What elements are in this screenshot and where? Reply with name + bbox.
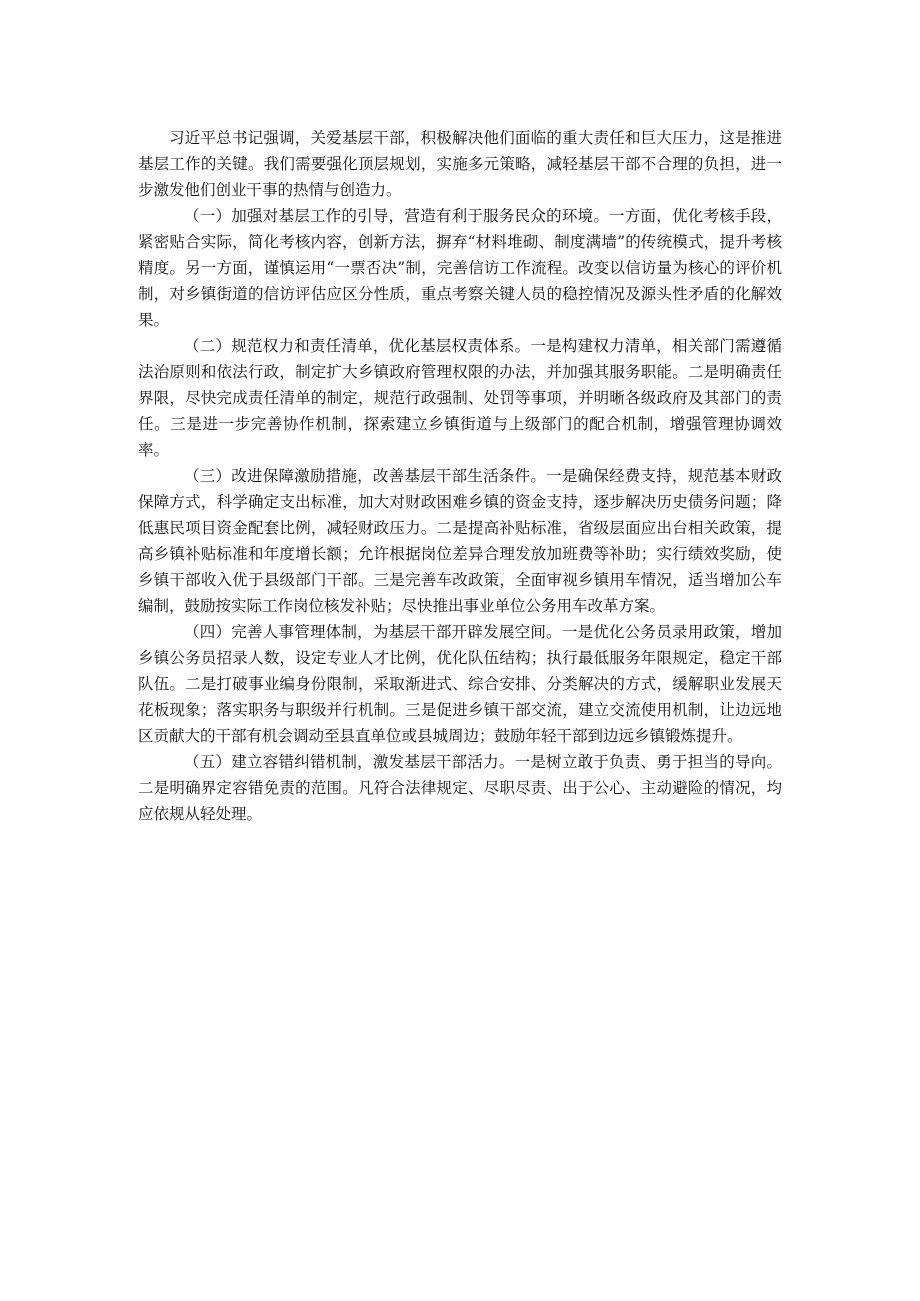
document-body — [138, 125, 782, 827]
section-5-paragraph: （五）建立容错纠错机制，激发基层干部活力。一是树立敢于负责、勇于担当的导向。二是明确界定容错免责的范围。凡符合法律规定、尽职尽责、出于公心、主动避险的情况，均应依规从轻处理。 — [138, 753, 782, 823]
section-3-paragraph: （三）改进保障激励措施，改善基层干部生活条件。一是确保经费支持，规范基本财政保障方式，科学确定支出标准，加大对财政困难乡镇的资金支持，逐步解决历史债务问题；降低惠民项目资金配套比例，减轻财政压力。二是提高补贴标准，省级层面应出台相关政策，提高乡镇补贴标准和年度增长额；允许根据岗位差异合理发放加班费等补助；实行绩效奖励，使乡镇干部收入优于县级部门干部。三是完善车改政策，全面审视乡镇用车情况，适当增加公车编制，鼓励按实际工作岗位核发补贴；尽快推出事业单位公务用车改革方案。 — [138, 467, 782, 615]
section-4-paragraph: （四）完善人事管理体制，为基层干部开辟发展空间。一是优化公务员录用政策，增加乡镇公务员招录人数，设定专业人才比例，优化队伍结构；执行最低服务年限规定，稳定干部队伍。二是打破事业编身份限制，采取渐进式、综合安排、分类解决的方式，缓解职业发展天花板现象；落实职务与职级并行机制。三是促进乡镇干部交流，建立交流使用机制，让边远地区贡献大的干部有机会调动至县直单位或县城周边；鼓励年轻干部到边远乡镇锻炼提升。 — [138, 623, 782, 745]
section-2-paragraph: （二）规范权力和责任清单，优化基层权责体系。一是构建权力清单，相关部门需遵循法治原则和依法行政，制定扩大乡镇政府管理权限的办法，并加强其服务职能。二是明确责任界限，尽快完成责任清单的制定，规范行政强制、处罚等事项，并明晰各级政府及其部门的责任。三是进一步完善协作机制，探索建立乡镇街道与上级部门的配合机制，增强管理协调效率。 — [138, 337, 782, 459]
section-1-paragraph: （一）加强对基层工作的引导，营造有利于服务民众的环境。一方面，优化考核手段，紧密贴合实际，简化考核内容，创新方法，摒弃“材料堆砌、制度满墙”的传统模式，提升考核精度。另一方面，谨慎运用“一票否决”制，完善信访工作流程。改变以信访量为核心的评价机制，对乡镇街道的信访评估应区分性质，重点考察关键人员的稳控情况及源头性矛盾的化解效果。 — [138, 207, 782, 329]
intro-paragraph: 习近平总书记强调，关爱基层干部，积极解决他们面临的重大责任和巨大压力，这是推进基层工作的关键。我们需要强化顶层规划，实施多元策略，减轻基层干部不合理的负担，进一步激发他们创业干事的热情与创造力。 — [138, 129, 782, 199]
